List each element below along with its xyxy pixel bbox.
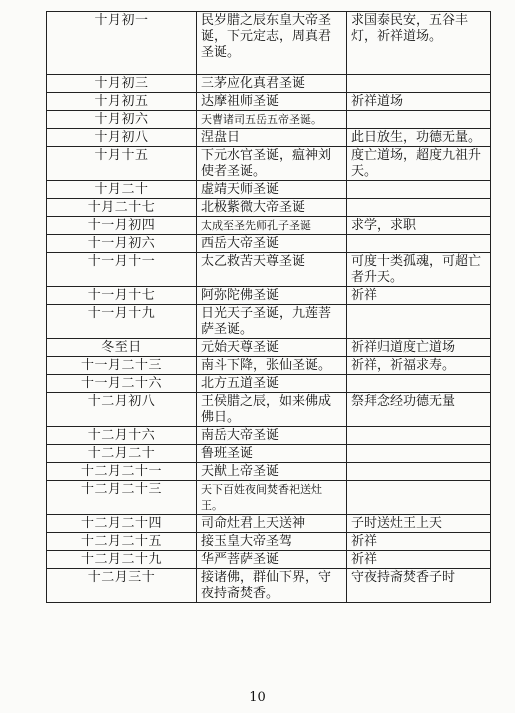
date-cell: 十月初六 xyxy=(47,111,197,129)
event-cell: 华严菩萨圣诞 xyxy=(197,551,347,569)
date-cell: 十月初五 xyxy=(47,93,197,111)
note-cell xyxy=(347,111,491,129)
table-row xyxy=(47,357,491,375)
date-cell: 十一月初六 xyxy=(47,235,197,253)
date-cell: 十二月初八 xyxy=(47,393,197,427)
note-cell xyxy=(347,305,491,339)
note-cell: 祈祥 xyxy=(347,287,491,305)
table-row xyxy=(47,481,491,515)
event-cell: 太乙救苦天尊圣诞 xyxy=(197,253,347,287)
note-cell: 求国泰民安，五谷丰灯，祈祥道场。 xyxy=(347,12,491,75)
note-cell xyxy=(347,181,491,199)
table-row xyxy=(47,533,491,551)
event-cell: 南斗下降，张仙圣诞。 xyxy=(197,357,347,375)
note-cell: 祈祥归道度亡道场 xyxy=(347,339,491,357)
table-row xyxy=(47,217,491,235)
event-cell: 司命灶君上天送神 xyxy=(197,515,347,533)
table-row xyxy=(47,93,491,111)
note-cell: 此日放生，功德无量。 xyxy=(347,129,491,147)
date-cell: 十一月初四 xyxy=(47,217,197,235)
date-cell: 十二月三十 xyxy=(47,569,197,603)
event-cell: 接玉皇大帝圣驾 xyxy=(197,533,347,551)
note-cell: 度亡道场，超度九祖升天。 xyxy=(347,147,491,181)
note-cell xyxy=(347,445,491,463)
event-cell: 鲁班圣诞 xyxy=(197,445,347,463)
event-cell: 北方五道圣诞 xyxy=(197,375,347,393)
event-cell: 达摩祖师圣诞 xyxy=(197,93,347,111)
table-row xyxy=(47,199,491,217)
event-cell: 西岳大帝圣诞 xyxy=(197,235,347,253)
note-cell: 子时送灶王上天 xyxy=(347,515,491,533)
date-cell: 十二月十六 xyxy=(47,427,197,445)
event-cell: 阿弥陀佛圣诞 xyxy=(197,287,347,305)
table-row xyxy=(47,75,491,93)
table-row xyxy=(47,445,491,463)
note-cell xyxy=(347,235,491,253)
table-row xyxy=(47,463,491,481)
event-cell: 元始天尊圣诞 xyxy=(197,339,347,357)
table-row xyxy=(47,551,491,569)
note-cell xyxy=(347,427,491,445)
event-cell: 天下百姓夜间焚香祀送灶王。 xyxy=(197,481,347,515)
date-cell: 冬至日 xyxy=(47,339,197,357)
date-cell: 十一月十九 xyxy=(47,305,197,339)
date-cell: 十二月二十四 xyxy=(47,515,197,533)
table-row xyxy=(47,12,491,75)
note-cell xyxy=(347,75,491,93)
table-row xyxy=(47,287,491,305)
note-cell: 求学，求职 xyxy=(347,217,491,235)
event-cell: 日光天子圣诞，九莲菩萨圣诞。 xyxy=(197,305,347,339)
event-cell: 三茅应化真君圣诞 xyxy=(197,75,347,93)
note-cell xyxy=(347,463,491,481)
date-cell: 十一月二十六 xyxy=(47,375,197,393)
event-cell: 南岳大帝圣诞 xyxy=(197,427,347,445)
date-cell: 十月初八 xyxy=(47,129,197,147)
table-row xyxy=(47,253,491,287)
table-row xyxy=(47,569,491,603)
event-cell: 天猷上帝圣诞 xyxy=(197,463,347,481)
table-row xyxy=(47,147,491,181)
date-cell: 十二月二十 xyxy=(47,445,197,463)
table-row xyxy=(47,393,491,427)
note-cell: 祈祥，祈福求寿。 xyxy=(347,357,491,375)
date-cell: 十月二十七 xyxy=(47,199,197,217)
date-cell: 十二月二十一 xyxy=(47,463,197,481)
note-cell: 守夜持斋焚香子时 xyxy=(347,569,491,603)
date-cell: 十一月十七 xyxy=(47,287,197,305)
event-cell: 涅盘日 xyxy=(197,129,347,147)
event-cell: 北极紫微大帝圣诞 xyxy=(197,199,347,217)
date-cell: 十一月十一 xyxy=(47,253,197,287)
table-row xyxy=(47,235,491,253)
date-cell: 十月初三 xyxy=(47,75,197,93)
table-row xyxy=(47,339,491,357)
event-cell: 下元水官圣诞，瘟神刘使者圣诞。 xyxy=(197,147,347,181)
date-cell: 十月二十 xyxy=(47,181,197,199)
date-cell: 十一月二十三 xyxy=(47,357,197,375)
note-cell xyxy=(347,481,491,515)
note-cell xyxy=(347,199,491,217)
table-row xyxy=(47,181,491,199)
note-cell xyxy=(347,375,491,393)
calendar-body xyxy=(47,12,491,603)
event-cell: 天曹诸司五岳五帝圣诞。 xyxy=(197,111,347,129)
date-cell: 十二月二十九 xyxy=(47,551,197,569)
note-cell: 祭拜念经功德无量 xyxy=(347,393,491,427)
table-row xyxy=(47,129,491,147)
table-row xyxy=(47,305,491,339)
note-cell: 祈祥 xyxy=(347,533,491,551)
note-cell: 祈祥道场 xyxy=(347,93,491,111)
event-cell: 太成至圣先师孔子圣诞 xyxy=(197,217,347,235)
date-cell: 十二月二十五 xyxy=(47,533,197,551)
table-row xyxy=(47,111,491,129)
festival-calendar-table xyxy=(46,11,491,603)
event-cell: 民岁腊之辰东皇大帝圣诞，下元定志，周真君圣诞。 xyxy=(197,12,347,75)
date-cell: 十月初一 xyxy=(47,12,197,75)
date-cell: 十月十五 xyxy=(47,147,197,181)
page-number: 10 xyxy=(249,690,266,705)
event-cell: 虚靖天师圣诞 xyxy=(197,181,347,199)
date-cell: 十二月二十三 xyxy=(47,481,197,515)
event-cell: 王侯腊之辰，如来佛成佛日。 xyxy=(197,393,347,427)
note-cell: 祈祥 xyxy=(347,551,491,569)
table-row xyxy=(47,515,491,533)
event-cell: 接诸佛，群仙下界，守夜持斋焚香。 xyxy=(197,569,347,603)
note-cell: 可度十类孤魂，可超亡者升天。 xyxy=(347,253,491,287)
table-row xyxy=(47,375,491,393)
table-row xyxy=(47,427,491,445)
